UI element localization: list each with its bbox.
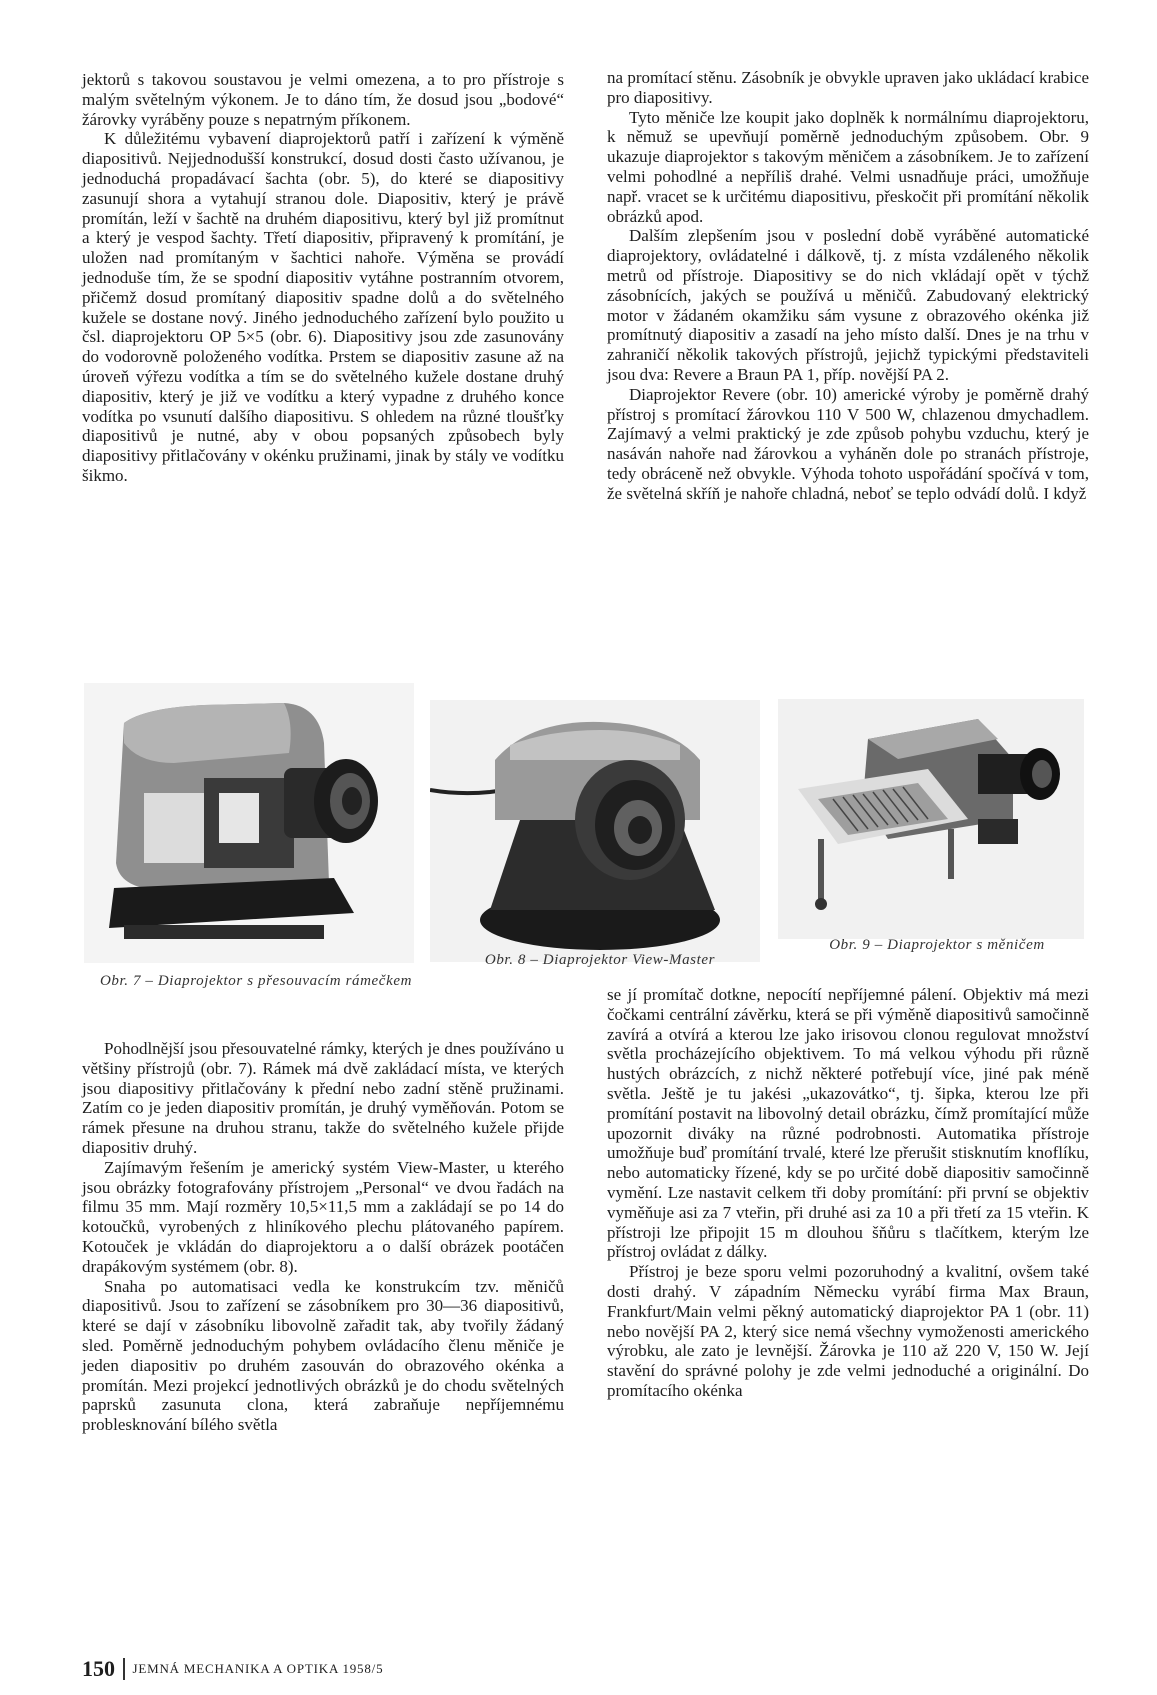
figure-8-photo	[430, 700, 760, 962]
paragraph: Diaprojektor Revere (obr. 10) americké výroby je poměrně drahý přístroj s promítací žárovkou 110 V 500 W, chlazenou dmychadlem. Zajímavý a velmi praktický je zde způsob pohybu vzduchu, který je nasáván nahoře nad žárovkou a vyháněn dole po stranách přístroje, tedy obráceně než obvykle. Výhoda tohoto uspořádání spočívá v tom, že světelná skříň je nahoře chladná, neboť se teplo odvádí dolů. I když	[607, 384, 1089, 503]
paragraph: na promítací stěnu. Zásobník je obvykle upraven jako ukládací krabice pro diapositivy.	[607, 68, 1089, 107]
paragraph: Zajímavým řešením je americký systém View-Master, u kterého jsou obrázky fotografovány přístrojem „Personal“ ve dvou řadách na filmu 35 mm. Mají rozměry 10,5×11,5 mm a zakládají se po 14 do kotoučků, vyrobených z hliníkového plechu plátovaného papírem. Kotouček je vkládán do diaprojektoru a o další obrázek pootáčen drapákovým systémem (obr. 8).	[82, 1157, 564, 1276]
paragraph: Tyto měniče lze koupit jako doplněk k normálnímu diaprojektoru, k němuž se upevňují poměrně jednoduchým způsobem. Obr. 9 ukazuje diaprojektor s takovým měničem a zásobníkem. Je to zařízení velmi pohodlné a nepříliš drahé. Velmi usnadňuje práci, umožňuje např. vracet se k určitému diapositivu, přeskočit při promítání několik obrázků apod.	[607, 107, 1089, 226]
paragraph: Dalším zlepšením jsou v poslední době vyráběné automatické diaprojektory, ovládatelné i dálkově, tj. z místa vzdáleného několik metrů od přístroje. Diapositivy se do nich vkládají opět v týchž zásobnících, jakých se používá u měničů. Zabudovaný elektrický motor v žádaném okamžiku sám vysune z obrazového okénka již promítnutý diapositiv a zasadí na jeho místo další. Dnes je na trhu v zahraničí několik takových přístrojů, jejichž typickými představiteli jsou dva: Revere a Braun PA 1, příp. novější PA 2.	[607, 226, 1089, 384]
paragraph: K důležitému vybavení diaprojektorů patří i zařízení k výměně diapositivů. Nejjednodušší konstrukcí, dosud dosti často užívanou, je jednoduchá propadávací šachta (obr. 5), do které se diapositivy zasunují shora a vytahují stranou dole. Diapositiv, který je právě promítán, leží v šachtě na druhém diapositivu, který byl již promítnut a který je vespod šachty. Třetí diapositiv, připravený k promítání, je uložen nad promítaným v šachtici nahoře. Výměna se provádí jednoduše tím, že se spodní diapositiv vytáhne postranním otvorem, přičemž dosud promítaný diapositiv spadne dolů a do světelného kužele se dostane nový. Jiného jednoduchého zařízení bylo použito u čsl. diaprojektoru OP 5×5 (obr. 6). Diapositivy jsou zde zasunovány do vodorovně položeného vodítka. Prstem se diapositiv zasune až na úroveň výřezu vodítka a tím se do světelného kužele dostane druhý diapositiv, který je již ve vodítku a který vypadne z druhého konce vodítka po vsunutí dalšího diapositivu. S ohledem na různé tloušťky diapositivů je nutné, aby v obou popsaných způsobech byly diapositivy přitlačovány v okénku pružinami, jinak by stály ve vodítku šikmo.	[82, 129, 564, 485]
slide-projector-with-slider-image	[84, 683, 414, 963]
paragraph: Pohodlnější jsou přesouvatelné rámky, kterých je dnes používáno u většiny přístrojů (obr. 7). Rámek má dvě zakládací místa, ve kterých jsou diapositivy přitlačovány k přední nebo zadní stěně pružinami. Zatím co je jeden diapositiv promítán, je druhý vyměňován. Potom se rámek přesune na druhou stranu, takže do světelného kužele přijde diapositiv druhý.	[82, 1039, 564, 1157]
page-number: 150	[82, 1656, 115, 1681]
journal-title: JEMNÁ MECHANIKA A OPTIKA 1958/5	[132, 1661, 384, 1676]
footer-divider	[123, 1658, 125, 1680]
paragraph: se jí promítač dotkne, nepocítí nepříjemné pálení. Objektiv má mezi čočkami centrální závěrku, která se při výměně diapositivů samočinně zavírá a otvírá a kterou lze jako irisovou clonou regulovat množství světla procházejícího objektivem. To má velkou výhodu při různě hustých obrázcích, z nichž některé potřebují více, jiné pak méně světla. Ještě je tu jakési „ukazovátko“, tj. šipka, kterou lze při promítání postavit na libovolný detail obrázku, čímž promítající může upozornit diváky na různé podrobnosti. Automatika přístroje umožňuje buď promítání trvalé, které lze přerušit stisknutím knoflíku, nebo automaticky řízené, kdy se po určité době diapositiv samočinně vymění. Lze nastavit celkem tři doby promítání: při první se objektiv vyměňuje asi za 7 vteřin, při druhé asi za 10 a při třetí za 15 vteřin. K přístroji lze připojit 15 m dlouhou šňůru s tlačítkem, kterým lze přístroj ovládat z dálky.	[607, 985, 1089, 1262]
figure-9-photo	[778, 699, 1084, 939]
text-column-top-right	[607, 68, 1089, 504]
figure-8-caption: Obr. 8 – Diaprojektor View-Master	[484, 952, 716, 968]
figure-9-caption: Obr. 9 – Diaprojektor s měničem	[829, 937, 1045, 953]
view-master-projector-image	[430, 700, 760, 962]
text-column-bottom-left	[82, 1039, 564, 1435]
text-column-top-left	[82, 70, 564, 486]
page-footer	[82, 1656, 383, 1682]
paragraph: Přístroj je beze sporu velmi pozoruhodný a kvalitní, ovšem také dosti drahý. V západním Německu vyrábí firma Max Braun, Frankfurt/Main velmi pěkný automatický diaprojektor PA 1 (obr. 11) nebo novější PA 2, který sice nemá všechny vymoženosti amerického výrobku, ale zato je levnější. Žárovka je 110 až 220 V, 150 W. Její stavění do správné polohy je zde velmi jednoduché a originální. Do promítacího okénka	[607, 1262, 1089, 1400]
figure-7-photo	[84, 683, 414, 963]
figure-7-caption: Obr. 7 – Diaprojektor s přesouvacím rámečkem	[99, 973, 413, 989]
paragraph: jektorů s takovou soustavou je velmi omezena, a to pro přístroje s malým světelným výkonem. Je to dáno tím, že dosud jsou „bodové“ žárovky vyráběny pouze s nepatrným příkonem.	[82, 70, 564, 129]
projector-with-changer-image	[778, 699, 1084, 939]
text-column-bottom-right	[607, 985, 1089, 1401]
paragraph: Snaha po automatisaci vedla ke konstrukcím tzv. měničů diapositivů. Jsou to zařízení se zásobníkem pro 30—36 diapositivů, které se dají v zásobníku libovolně zařadit tak, aby tvořily žádaný sled. Poměrně jednoduchým pohybem ovládacího členu měniče je jeden diapositiv po druhém zasouván do obrazového okénka a promítán. Mezi projekcí jednotlivých obrázků je do chodu světelných paprsků zasunuta clona, která zabraňuje nepříjemnému problesknování bílého světla	[82, 1276, 564, 1435]
